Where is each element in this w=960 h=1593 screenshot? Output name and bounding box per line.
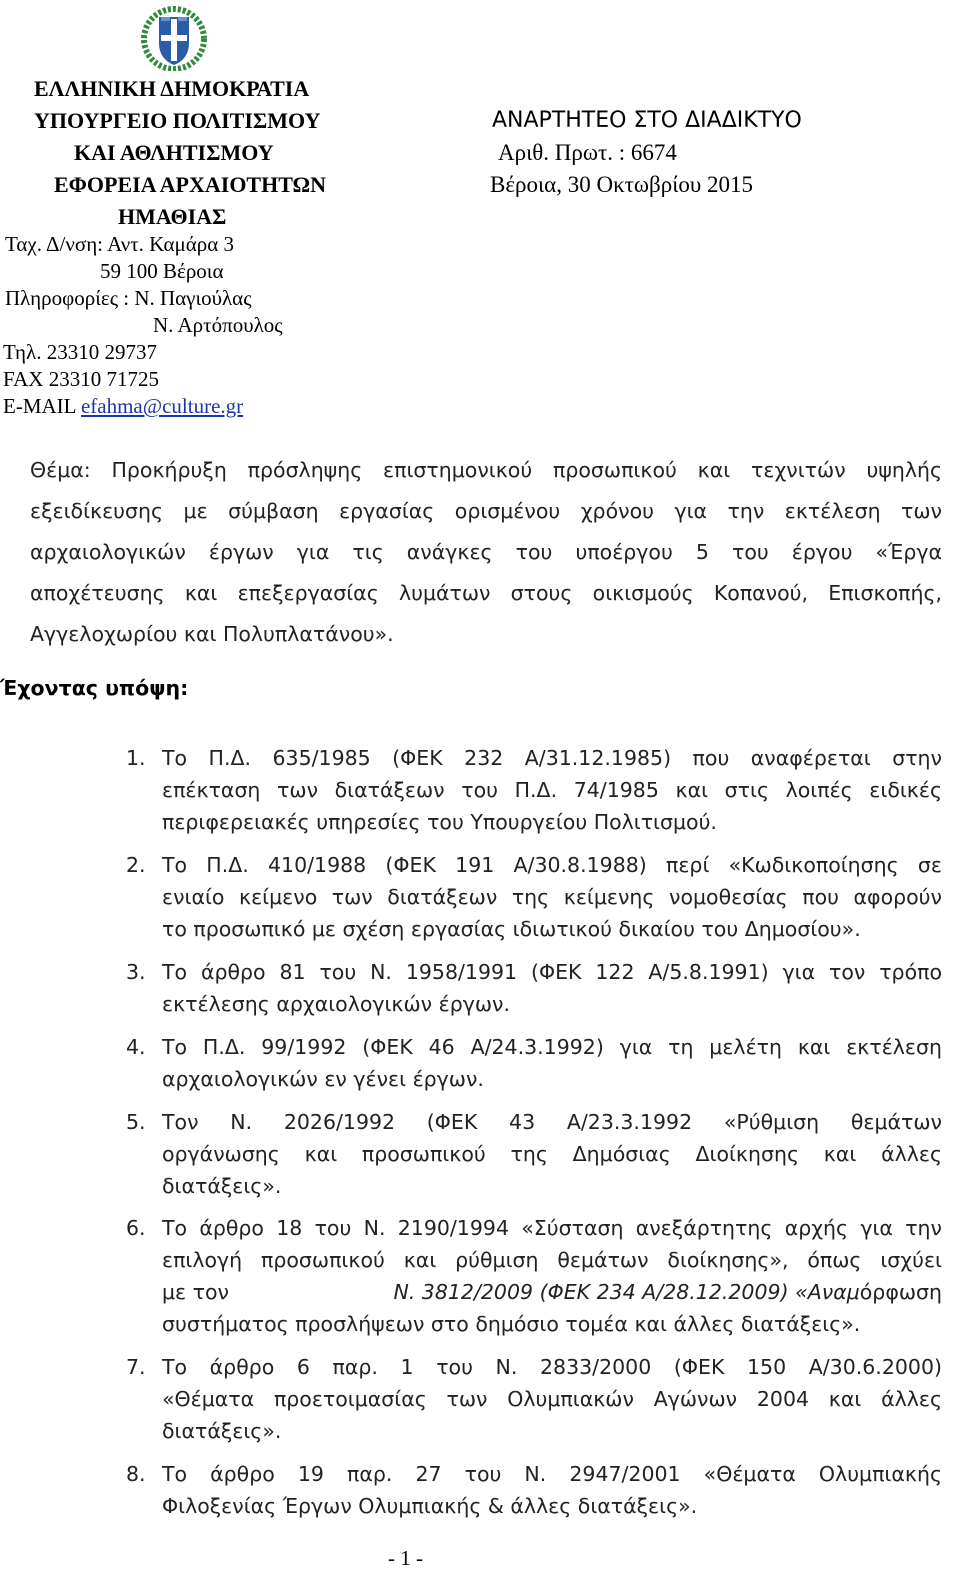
list-item-line: επέκταση των διατάξεων του Π.Δ. 74/1985 και στις λοιπές ειδικές <box>162 778 942 802</box>
list-item-number: 5. <box>126 1110 146 1134</box>
header-ministry: ΥΠΟΥΡΓΕΙΟ ΠΟΛΙΤΙΣΜΟΥ <box>34 108 321 133</box>
email-label: E-MAIL <box>3 394 81 418</box>
address-street: Ταχ. Δ/νση: Αντ. Καμάρα 3 <box>5 232 235 256</box>
header-country: ΕΛΛΗΝΙΚΗ ΔΗΜΟΚΡΑΤΙΑ <box>34 76 310 101</box>
list-item-line: εκτέλεσης αρχαιολογικών έργων. <box>162 992 511 1016</box>
list-item-line: το προσωπικό με σχέση εργασίας ιδιωτικού δικαίου του Δημοσίου». <box>162 917 861 941</box>
list-item-line: περιφερειακές υπηρεσίες του Υπουργείου Πολιτισμού. <box>162 810 717 834</box>
header-region: ΗΜΑΘΙΑΣ <box>118 204 227 229</box>
list-item-line: «Θέματα προετοιμασίας των Ολυμπιακών Αγώνων 2004 και άλλες <box>162 1387 942 1411</box>
list-item-number: 4. <box>126 1035 146 1059</box>
list-item-line-italic: Ν. 3812/2009 (ΦΕΚ 234 Α/28.12.2009) «Αναμ <box>393 1280 860 1304</box>
subject-line: Αγγελοχωρίου και Πολυπλατάνου». <box>30 622 394 646</box>
list-item-line: Το Π.Δ. 99/1992 (ΦΕΚ 46 Α/24.3.1992) για τη μελέτη και εκτέλεση <box>162 1035 942 1059</box>
greek-emblem-icon <box>137 3 211 71</box>
subject-line: Θέμα: Προκήρυξη πρόσληψης επιστημονικού προσωπικού και τεχνιτών υψηλής <box>30 458 942 482</box>
list-item-line: διατάξεις». <box>162 1174 282 1198</box>
protocol-number: Αριθ. Πρωτ. : 6674 <box>498 140 677 165</box>
list-item-line: ενιαίο κείμενο των διατάξεων της κείμενης νομοθεσίας που αφορούν <box>162 885 942 909</box>
info-contact-1: Πληροφορίες : Ν. Παγιούλας <box>5 286 252 310</box>
list-item-number: 1. <box>126 746 146 770</box>
subject-line: αποχέτευσης και επεξεργασίας λυμάτων στους οικισμούς Κοπανού, Επισκοπής, <box>30 581 942 605</box>
list-item-line: συστήματος προσλήψεων στο δημόσιο τομέα και άλλες διατάξεις». <box>162 1312 861 1336</box>
list-item-line: Φιλοξενίας Έργων Ολυμπιακής & άλλες διατάξεις». <box>162 1494 698 1518</box>
header-ministry-2: ΚΑΙ ΑΘΛΗΤΙΣΜΟΥ <box>74 140 274 165</box>
list-item-line: Τον Ν. 2026/1992 (ΦΕΚ 43 Α/23.3.1992 «Ρύθμιση θεμάτων <box>162 1110 942 1134</box>
list-item-line: διατάξεις». <box>162 1419 282 1443</box>
list-item-line: Το Π.Δ. 410/1988 (ΦΕΚ 191 Α/30.8.1988) περί «Κωδικοποίησης σε <box>162 853 942 877</box>
list-item-number: 2. <box>126 853 146 877</box>
list-item-number: 7. <box>126 1355 146 1379</box>
list-item-line: αρχαιολογικών εν γένει έργων. <box>162 1067 484 1091</box>
info-contact-2: Ν. Αρτόπουλος <box>153 313 283 337</box>
list-item-number: 3. <box>126 960 146 984</box>
email-link[interactable]: efahma@culture.gr <box>80 394 244 418</box>
fax: FAX 23310 71725 <box>3 367 159 391</box>
subject-paragraph <box>30 450 942 655</box>
list-item-line: Το Π.Δ. 635/1985 (ΦΕΚ 232 Α/31.12.1985) που αναφέρεται στην <box>162 746 942 770</box>
list-item-line: Το άρθρο 6 παρ. 1 του Ν. 2833/2000 (ΦΕΚ 150 Α/30.6.2000) <box>162 1355 942 1379</box>
list-item-number: 6. <box>126 1216 146 1240</box>
document-date: Βέροια, 30 Οκτωβρίου 2015 <box>490 172 754 197</box>
list-item-line <box>162 1280 942 1304</box>
list-item-line: Το άρθρο 18 του Ν. 2190/1994 «Σύσταση ανεξάρτητης αρχής για την <box>162 1216 942 1240</box>
post-online-notice: ΑΝΑΡΤΗΤΕΟ ΣΤΟ ΔΙΑΔΙΚΤΥΟ <box>492 108 802 133</box>
list-item-number: 8. <box>126 1462 146 1486</box>
list-item-line: Το άρθρο 19 παρ. 27 του Ν. 2947/2001 «Θέματα Ολυμπιακής <box>162 1462 942 1486</box>
page-number: - 1 - <box>388 1546 423 1570</box>
subject-line: αρχαιολογικών έργων για τις ανάγκες του υποέργου 5 του έργου «Έργα <box>30 540 942 564</box>
subject-line: εξειδίκευσης με σύμβαση εργασίας ορισμένου χρόνου για την εκτέλεση των <box>30 499 942 523</box>
list-item-line: οργάνωσης και προσωπικού της Δημόσιας Διοίκησης και άλλες <box>162 1142 942 1166</box>
list-item-line: επιλογή προσωπικού και ρύθμιση θεμάτων διοίκησης», όπως ισχύει <box>162 1248 942 1272</box>
phone: Τηλ. 23310 29737 <box>3 340 157 364</box>
having-in-mind-heading: Έχοντας υπόψη: <box>0 676 189 700</box>
email-row <box>3 394 243 419</box>
header-ephorate: ΕΦΟΡΕΙΑ ΑΡΧΑΙΟΤΗΤΩΝ <box>54 172 327 197</box>
list-item-line-suffix: όρφωση <box>859 1280 942 1304</box>
address-city: 59 100 Βέροια <box>100 259 224 283</box>
list-item-line-prefix: με τον <box>162 1280 229 1304</box>
list-item-line: Το άρθρο 81 του Ν. 1958/1991 (ΦΕΚ 122 Α/5.8.1991) για τον τρόπο <box>162 960 942 984</box>
